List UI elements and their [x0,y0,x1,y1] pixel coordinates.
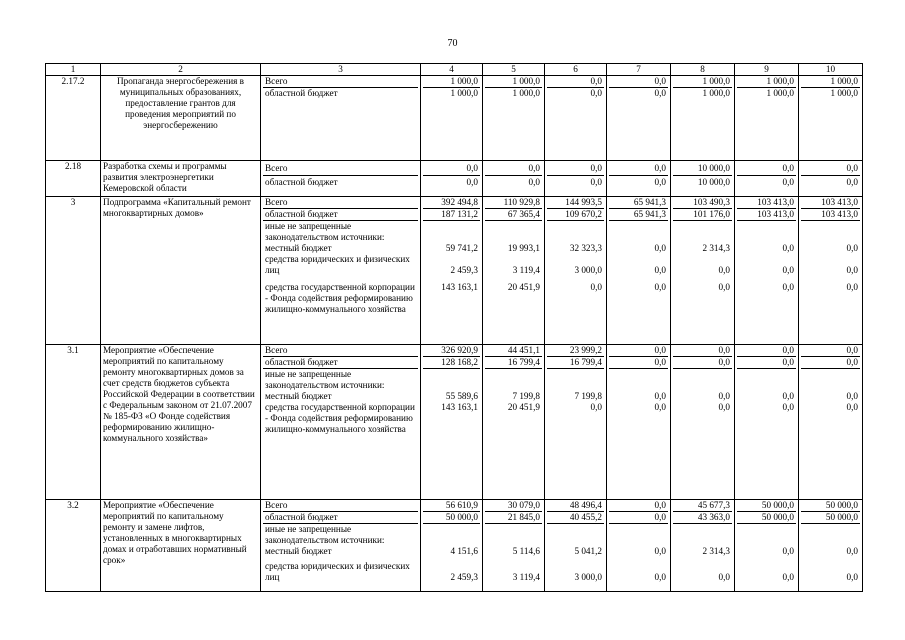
value: 5 114,6 [512,546,540,556]
table-row [46,345,863,500]
source-label: иные не запрещенные законодательством источники: [265,221,385,242]
value: 0,0 [654,572,666,582]
source-label: средства юридических и физических лиц [265,561,410,582]
value: 0,0 [485,161,542,176]
value-cell [735,161,799,197]
value-cell [735,500,799,592]
value-cell [545,500,607,592]
value: 0,0 [782,282,794,292]
value-cell [799,197,863,345]
value: 0,0 [782,546,794,556]
value-cell [421,76,483,161]
value: 2 314,3 [702,546,730,556]
table-row [46,500,863,592]
header-cell: 5 [483,64,545,76]
value: 0,0 [782,265,794,275]
value: 0,0 [673,357,732,369]
row-name: Пропаганда энергосбережения в муниципальных образованиях, предоставление грантов для проведения мероприятий по энергосбережению [101,76,261,161]
header-cell: 1 [46,64,101,76]
row-number: 3 [46,197,101,345]
value: 44 451,1 [485,345,542,357]
source-label: местный бюджет [265,391,332,401]
value: 59 741,2 [445,243,478,253]
value: 30 079,0 [485,500,542,512]
value: 1 000,0 [830,88,858,98]
value: 0,0 [782,243,794,253]
value: 0,0 [609,161,668,176]
value: 50 000,0 [737,500,796,512]
value: 0,0 [718,402,730,412]
value: 3 000,0 [574,265,602,275]
value: 143 163,1 [441,402,478,412]
value: 0,0 [846,546,858,556]
value-cell [799,76,863,161]
value: 101 176,0 [673,209,732,221]
row-name: Разработка схемы и программы развития электроэнергетики Кемеровской области [101,161,261,197]
row-number: 2.17.2 [46,76,101,161]
value: 2 459,3 [450,265,478,275]
value: 1 000,0 [673,76,732,88]
value: 0,0 [654,391,666,401]
value: 0,0 [737,357,796,369]
value: 0,0 [466,177,478,187]
source-label: иные не запрещенные законодательством источники: [265,524,385,545]
source-cell [261,500,421,592]
source-cell [261,345,421,500]
value: 103 413,0 [801,209,860,221]
value-cell [671,197,735,345]
value: 50 000,0 [801,512,860,524]
value-cell [483,161,545,197]
value: 50 000,0 [423,512,480,524]
value-cell [483,345,545,500]
value: 0,0 [654,282,666,292]
header-cell: 2 [101,64,261,76]
budget-table [45,63,863,592]
value: 55 589,6 [445,391,478,401]
value: 7 199,8 [512,391,540,401]
value-cell [421,197,483,345]
source-label: иные не запрещенные законодательством источники: [265,369,385,390]
header-row [46,64,863,76]
value: 0,0 [718,282,730,292]
source-label: областной бюджет [263,209,418,221]
source-label: областной бюджет [265,177,338,187]
value: 23 999,2 [547,345,604,357]
source-label: Всего [263,197,418,209]
value: 1 000,0 [512,88,540,98]
value-cell [483,500,545,592]
source-label: Всего [263,161,418,176]
value: 187 131,2 [423,209,480,221]
value: 2 459,3 [450,572,478,582]
value: 65 941,3 [609,209,668,221]
value: 65 941,3 [609,197,668,209]
value: 19 993,1 [507,243,540,253]
value: 0,0 [718,572,730,582]
value: 0,0 [609,76,668,88]
header-cell: 4 [421,64,483,76]
value-cell [545,76,607,161]
value: 32 323,3 [569,243,602,253]
row-name: Подпрограмма «Капитальный ремонт многоквартирных домов» [101,197,261,345]
value-cell [483,197,545,345]
value: 0,0 [654,243,666,253]
value: 3 119,4 [512,265,540,275]
value: 16 799,4 [485,357,542,369]
source-label: средства государственной корпорации - Фонда содействия реформированию жилищно-коммунального хозяйства [265,282,415,314]
value: 0,0 [801,161,860,176]
value-cell [607,345,671,500]
value: 0,0 [846,391,858,401]
source-label: областной бюджет [263,357,418,369]
value: 0,0 [654,177,666,187]
source-label: областной бюджет [265,88,338,98]
value: 0,0 [801,357,860,369]
value: 3 000,0 [574,572,602,582]
value: 0,0 [782,402,794,412]
value: 0,0 [654,402,666,412]
source-label: средства юридических и физических лиц [265,254,410,275]
value: 0,0 [846,572,858,582]
value: 0,0 [654,265,666,275]
value: 50 000,0 [737,512,796,524]
value: 20 451,9 [507,402,540,412]
value-cell [421,345,483,500]
value: 1 000,0 [766,88,794,98]
row-number: 2.18 [46,161,101,197]
value: 0,0 [590,402,602,412]
value: 392 494,8 [423,197,480,209]
value: 1 000,0 [737,76,796,88]
value: 0,0 [590,88,602,98]
value: 0,0 [673,345,732,357]
table-row [46,161,863,197]
value: 103 413,0 [737,197,796,209]
table-row [46,76,863,161]
value: 1 000,0 [423,76,480,88]
source-label: местный бюджет [265,546,332,556]
value-cell [483,76,545,161]
header-cell: 6 [545,64,607,76]
value-cell [671,345,735,500]
source-label: средства государственной корпорации - Фонда содействия реформированию жилищно-коммунального хозяйства [265,402,415,434]
row-number: 3.2 [46,500,101,592]
value: 0,0 [846,243,858,253]
value: 40 455,2 [547,512,604,524]
value: 4 151,6 [450,546,478,556]
value-cell [799,345,863,500]
source-label: областной бюджет [263,512,418,524]
value: 0,0 [609,500,668,512]
value: 0,0 [547,161,604,176]
value-cell [545,161,607,197]
value: 0,0 [654,546,666,556]
header-cell: 3 [261,64,421,76]
source-label: Всего [263,500,418,512]
value: 0,0 [737,161,796,176]
value: 16 799,4 [547,357,604,369]
value: 0,0 [782,572,794,582]
value: 67 365,4 [485,209,542,221]
row-name: Мероприятие «Обеспечение мероприятий по капитальному ремонту многоквартирных домов за счет средств бюджетов субъекта Российской Федерации в соответствии с Федеральным законом от 21.07.2007 № 185-ФЗ «О Фонде содействия реформированию жилищно-коммунального хозяйства» [101,345,261,500]
value-cell [545,197,607,345]
source-label: Всего [263,76,418,88]
value: 103 413,0 [801,197,860,209]
value: 0,0 [590,177,602,187]
source-cell [261,197,421,345]
header-cell: 7 [607,64,671,76]
value: 0,0 [846,265,858,275]
value-cell [671,76,735,161]
value: 0,0 [782,391,794,401]
value: 45 677,3 [673,500,732,512]
value: 0,0 [846,402,858,412]
header-cell: 10 [799,64,863,76]
value: 0,0 [801,345,860,357]
value: 0,0 [609,512,668,524]
table-row [46,197,863,345]
value-cell [607,76,671,161]
value: 10 000,0 [697,177,730,187]
value-cell [607,500,671,592]
row-number: 3.1 [46,345,101,500]
value-cell [545,345,607,500]
value: 143 163,1 [441,282,478,292]
value: 48 496,4 [547,500,604,512]
value: 21 845,0 [485,512,542,524]
value: 0,0 [547,76,604,88]
value: 128 168,2 [423,357,480,369]
value: 1 000,0 [450,88,478,98]
source-cell [261,76,421,161]
value: 109 670,2 [547,209,604,221]
row-name: Мероприятие «Обеспечение мероприятий по капитальному ремонту и замене лифтов, установленных в многоквартирных домах и отработавших нормативный срок» [101,500,261,592]
value-cell [735,197,799,345]
value-cell [607,197,671,345]
value-cell [671,500,735,592]
value: 0,0 [609,345,668,357]
value: 110 929,8 [485,197,542,209]
value: 56 610,9 [423,500,480,512]
value-cell [421,161,483,197]
source-label: местный бюджет [265,243,332,253]
value: 0,0 [782,177,794,187]
value: 1 000,0 [702,88,730,98]
value: 0,0 [846,177,858,187]
value: 7 199,8 [574,391,602,401]
value: 0,0 [718,265,730,275]
value: 144 993,5 [547,197,604,209]
value: 0,0 [718,391,730,401]
value: 0,0 [528,177,540,187]
header-cell: 9 [735,64,799,76]
value: 0,0 [590,282,602,292]
page-number: 70 [447,38,458,49]
value: 1 000,0 [801,76,860,88]
value: 103 490,3 [673,197,732,209]
value: 43 363,0 [673,512,732,524]
value: 0,0 [654,88,666,98]
value-cell [799,500,863,592]
source-cell [261,161,421,197]
value: 0,0 [423,161,480,176]
value: 2 314,3 [702,243,730,253]
value: 1 000,0 [485,76,542,88]
value-cell [735,345,799,500]
value-cell [671,161,735,197]
value-cell [421,500,483,592]
value: 5 041,2 [574,546,602,556]
value: 103 413,0 [737,209,796,221]
source-label: Всего [263,345,418,357]
value-cell [607,161,671,197]
value: 20 451,9 [507,282,540,292]
value: 0,0 [846,282,858,292]
value-cell [799,161,863,197]
value: 326 920,9 [423,345,480,357]
value: 0,0 [737,345,796,357]
value: 50 000,0 [801,500,860,512]
value-cell [735,76,799,161]
value: 3 119,4 [512,572,540,582]
value: 0,0 [609,357,668,369]
header-cell: 8 [671,64,735,76]
value: 10 000,0 [673,161,732,176]
